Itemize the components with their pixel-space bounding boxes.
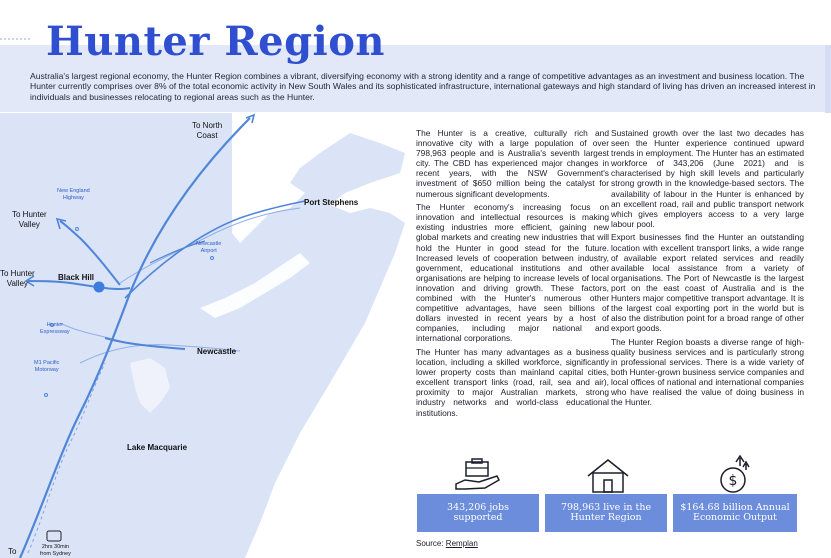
- stat-population-label: 798,963 live in the Hunter Region: [560, 501, 652, 523]
- map-graphic: [0, 113, 405, 558]
- body-column-left: [416, 128, 609, 421]
- body-paragraph: The Hunter is a creative, culturally rich and innovative city with a large population of over 798,963 people and is Australia's seventh largest city. The CBD has experienced major changes in recent years, with the NSW Government's investment of $650 million being the catalyst for numerous significant developments.: [416, 128, 609, 199]
- map-label-lake-macquarie: Lake Macquarie: [127, 443, 188, 452]
- pacific-highway: [20, 118, 250, 558]
- jobs-hand-icon: [453, 458, 501, 494]
- lake: [130, 358, 170, 413]
- body-paragraph: Export businesses find the Hunter an outstanding location with excellent transport links, a wide range of available export related services and readily available local assistance from a variety of organisations. The Port of Newcastle is the largest port on the east coast of Australia and is the Hunters major competitive transport advantage. It is the largest coal exporting port in the world but is also the distribution point for a broad range of other export goods.: [611, 232, 804, 334]
- stat-economic-output-label: $164.68 billion Annual Economic Output: [680, 501, 790, 523]
- map-label-hunter-valley-1: To Hunter Valley: [12, 210, 47, 229]
- map-label-newcastle: Newcastle: [197, 347, 237, 356]
- coast-inlet: [232, 113, 405, 243]
- house-icon: [586, 458, 630, 494]
- map-label-port-stephens: Port Stephens: [304, 198, 359, 207]
- map-label-hunter-valley-2: To Hunter Valley: [0, 269, 35, 288]
- rail-line: [28, 363, 105, 553]
- body-paragraph: The Hunter economy's increasing focus on innovation and intellectual resources is making existing industries more efficient, gaining new global markets and creating new industries that will hold the Hunter in good stead for the future. Increased levels of cooperation between industry, government, educational institutions and other organisations are helping to increase levels of local innovation and driving growth. These factors, combined with the Hunter's numerous other competitive advantages, have seen billions of dollars invested in recent years by a host of companies, including major national and international corporations.: [416, 202, 609, 344]
- map-label-north-coast: To North Coast: [192, 121, 223, 140]
- source-line: [416, 539, 478, 548]
- body-paragraph: Sustained growth over the last two decades has seen the Hunter experience continued upward trends in employment. The Hunter has an estimated workforce of 343,206 (June 2021) and is characterised by high skill levels and particularly strong growth in the knowledge-based sectors. The availability of labour in the Hunter is enhanced by an excellent road, rail and public transport network which gives employers access to a very large labour pool.: [611, 128, 804, 229]
- source-link[interactable]: Remplan: [445, 539, 478, 548]
- map-label-m1-motorway: M1 Pacific Motorway: [34, 360, 60, 373]
- stat-economic-output: [673, 494, 797, 532]
- region-map: [0, 113, 405, 558]
- map-label-to-sydney: To: [8, 547, 17, 556]
- svg-text:$: $: [728, 473, 738, 489]
- body-paragraph: The Hunter Region boasts a diverse range of high-quality business services and is particularly strong in professional services. There is a wide variety of both Hunter-grown business service companies and local offices of national and international companies who have realised the value of doing business in the Hunter.: [611, 336, 804, 408]
- map-label-newcastle-airport: Newcastle Airport: [196, 241, 222, 254]
- body-paragraph: The Hunter has many advantages as a business location, including a skilled workforce, significantly lower property costs than mainland capital cities, excellent transport links (road, rail, sea and air), proximity to major Australian markets, strong industry networks and world-class educational institutions.: [416, 346, 609, 418]
- dollar-growth-icon: [716, 454, 754, 496]
- map-label-new-england-highway: New England Highway: [57, 188, 90, 201]
- corner-decoration: [0, 0, 30, 40]
- intro-text: Australia's largest regional economy, the Hunter Region combines a vibrant, diversifying economy with a strong identity and a range of competitive advantages as an investment and business location. The Hunter currently comprises over 8% of the total economic activity in New South Wales and its sophisticated infrastructure, international gateways and high standard of living has driven an increased interest in individuals and businesses relocating to regional areas such as the Hunter.: [30, 71, 816, 102]
- page-title: Hunter Region: [46, 18, 385, 65]
- stat-jobs: [417, 494, 539, 532]
- right-edge-decoration: [825, 45, 831, 113]
- body-column-right: [611, 128, 804, 411]
- source-prefix: Source:: [416, 539, 446, 548]
- stat-population: [545, 494, 667, 532]
- black-hill-marker: [94, 282, 105, 293]
- stat-jobs-label: 343,206 jobs supported: [447, 501, 509, 523]
- train-icon: [47, 531, 61, 541]
- map-label-black-hill: Black Hill: [58, 273, 95, 282]
- harbour: [200, 253, 310, 318]
- map-label-hunter-expressway: Hunter Expressway: [40, 322, 70, 335]
- map-label-train-time: 2hrs 30min from Sydney: [40, 544, 71, 557]
